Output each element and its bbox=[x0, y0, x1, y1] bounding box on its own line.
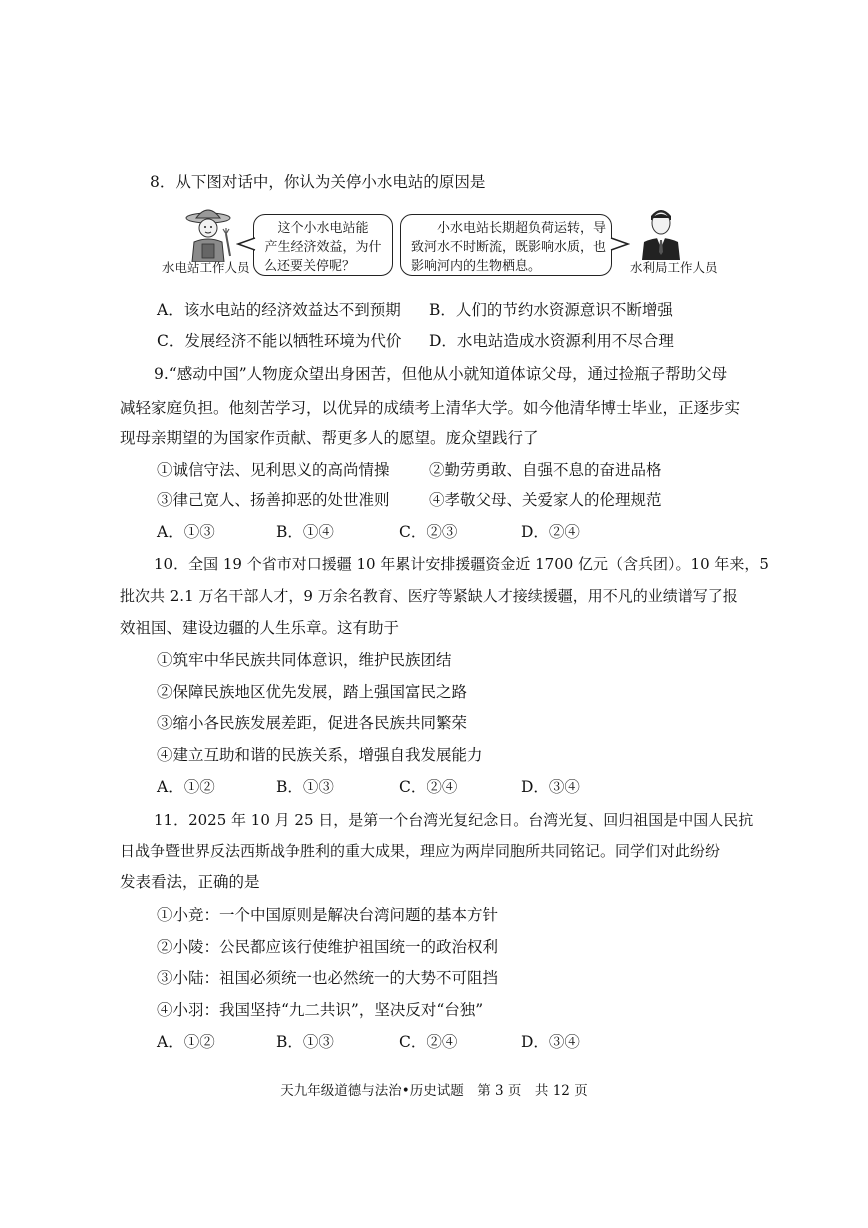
official-speech-bubble bbox=[400, 214, 612, 276]
q8-stem: 8．从下图对话中，你认为关停小水电站的原因是 bbox=[150, 173, 486, 191]
q9-choice-c: C．②③ bbox=[399, 523, 458, 541]
q10-choice-d: D．③④ bbox=[521, 778, 580, 796]
q9-choice-d: D．②④ bbox=[521, 523, 580, 541]
q11-item: ④小羽：我国坚持“九二共识”，坚决反对“台独” bbox=[157, 1001, 484, 1019]
q9-stem-line: 减轻家庭负担。他刻苦学习，以优异的成绩考上清华大学。如今他清华博士毕业，正逐步实 bbox=[120, 399, 741, 417]
q9-item: ③律己宽人、扬善抑恶的处世准则 bbox=[157, 491, 390, 509]
q10-stem-line: 10．全国 19 个省市对口援疆 10 年累计安排援疆资金近 1700 亿元（含兵团）。10 年来，5 bbox=[154, 555, 769, 573]
q9-choice-b: B．①④ bbox=[276, 523, 334, 541]
q10-item: ①筑牢中华民族共同体意识，维护民族团结 bbox=[157, 651, 452, 669]
worker-bubble-tail bbox=[236, 236, 256, 252]
worker-label: 水电站工作人员 bbox=[162, 260, 250, 275]
q11-stem-line: 日战争暨世界反法西斯战争胜利的重大成果，理应为两岸同胞所共同铭记。同学们对此纷纷 bbox=[120, 842, 721, 860]
q10-stem-line: 效祖国、建设边疆的人生乐章。这有助于 bbox=[120, 619, 400, 637]
official-bubble-line: 小水电站长期超负荷运转，导 bbox=[437, 221, 607, 236]
q10-item: ②保障民族地区优先发展，踏上强国富民之路 bbox=[157, 683, 468, 701]
q10-choice-b: B．①③ bbox=[276, 778, 334, 796]
q8-option-d: D．水电站造成水资源利用不尽合理 bbox=[429, 332, 674, 350]
q9-stem-line: 9.“感动中国”人物庞众望出身困苦，但他从小就知道体谅父母，通过捡瓶子帮助父母 bbox=[154, 365, 728, 383]
q10-choice-c: C．②④ bbox=[399, 778, 458, 796]
q11-stem-line: 11．2025 年 10 月 25 日，是第一个台湾光复纪念日。台湾光复、回归祖国是中国人民抗 bbox=[154, 811, 754, 829]
q11-item: ②小陵：公民都应该行使维护祖国统一的政治权利 bbox=[157, 938, 499, 956]
official-figure-icon bbox=[638, 204, 684, 260]
q9-choice-a: A．①③ bbox=[157, 523, 215, 541]
q8-option-c: C．发展经济不能以牺牲环境为代价 bbox=[157, 332, 402, 350]
q8-option-a: A．该水电站的经济效益达不到预期 bbox=[157, 301, 401, 319]
official-bubble-tail bbox=[610, 236, 630, 252]
q11-choice-b: B．①③ bbox=[276, 1033, 334, 1051]
q11-item: ①小竞：一个中国原则是解决台湾问题的基本方针 bbox=[157, 906, 499, 924]
q9-item: ②勤劳勇敢、自强不息的奋进品格 bbox=[429, 461, 662, 479]
q11-choice-c: C．②④ bbox=[399, 1033, 458, 1051]
q10-item: ④建立互助和谐的民族关系，增强自我发展能力 bbox=[157, 746, 483, 764]
worker-bubble-line: 产生经济效益，为什 bbox=[264, 240, 382, 255]
q11-choice-a: A．①② bbox=[157, 1033, 215, 1051]
q10-choice-a: A．①② bbox=[157, 778, 215, 796]
worker-speech-bubble bbox=[253, 214, 393, 276]
official-bubble-line: 致河水不时断流，既影响水质，也 bbox=[411, 240, 607, 255]
q11-stem-line: 发表看法，正确的是 bbox=[120, 873, 260, 891]
page-footer: 天九年级道德与法治•历史试题 第 3 页 共 12 页 bbox=[280, 1083, 588, 1099]
q10-stem-line: 批次共 2.1 万名干部人才，9 万余名教育、医疗等紧缺人才接续援疆，用不凡的业绩谱写了报 bbox=[120, 587, 738, 605]
q11-choice-d: D．③④ bbox=[521, 1033, 580, 1051]
worker-bubble-line: 这个小水电站能 bbox=[277, 221, 369, 236]
official-bubble-line: 影响河内的生物栖息。 bbox=[411, 259, 542, 274]
worker-figure-icon bbox=[178, 204, 238, 262]
q9-item: ④孝敬父母、关爱家人的伦理规范 bbox=[429, 491, 662, 509]
q8-option-b: B．人们的节约水资源意识不断增强 bbox=[429, 301, 673, 319]
q9-item: ①诚信守法、见利思义的高尚情操 bbox=[157, 461, 390, 479]
worker-bubble-line: 么还要关停呢？ bbox=[264, 259, 356, 274]
q9-stem-line: 现母亲期望的为国家作贡献、帮更多人的愿望。庞众望践行了 bbox=[120, 429, 539, 447]
q10-item: ③缩小各民族发展差距，促进各民族共同繁荣 bbox=[157, 714, 468, 732]
official-label: 水利局工作人员 bbox=[630, 260, 718, 275]
q11-item: ③小陆：祖国必须统一也必然统一的大势不可阻挡 bbox=[157, 969, 499, 987]
